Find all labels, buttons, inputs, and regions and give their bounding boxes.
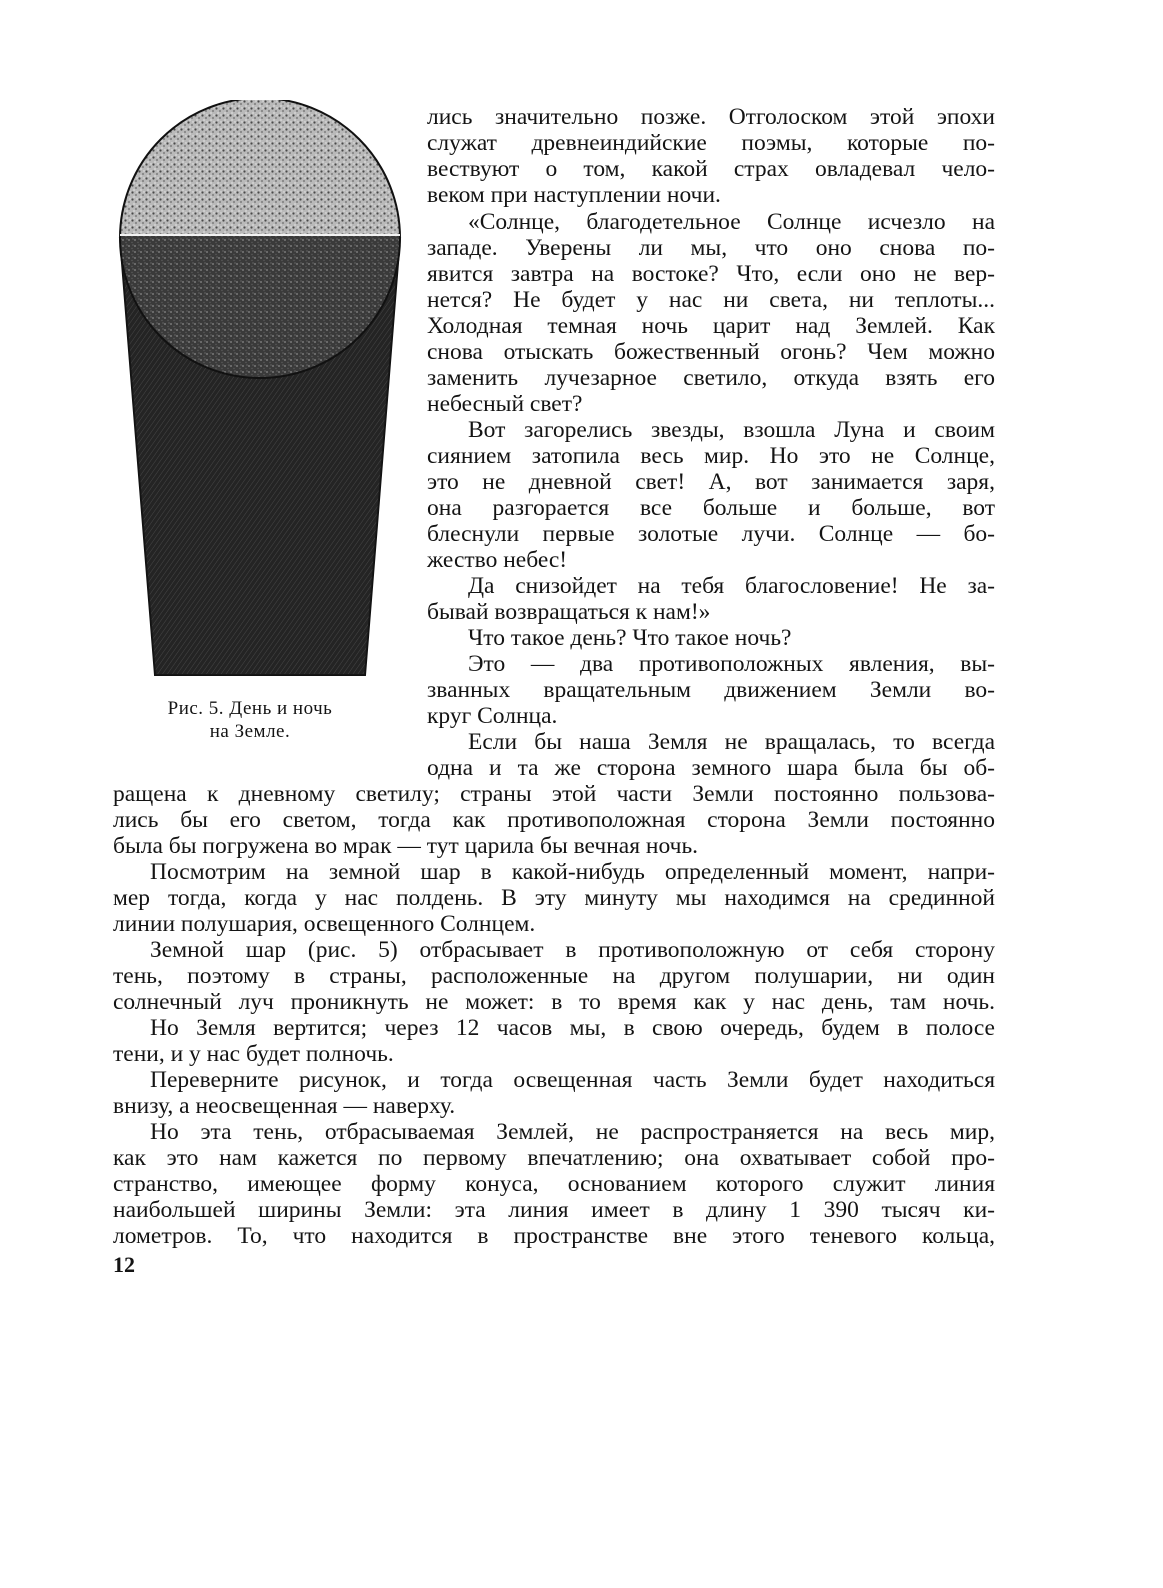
page-number: 12 <box>113 1252 135 1277</box>
text-line: круг Солнца. <box>427 703 558 729</box>
text-line: лись значительно позже. Отголоском этой эпохи <box>427 104 995 130</box>
text-line: лометров. То, что находится в пространстве вне этого теневого кольца, <box>113 1223 995 1249</box>
text-line: странство, имеющее форму конуса, основанием которого служит линия <box>113 1171 995 1197</box>
text-line: как это нам кажется по первому впечатлению; она охватывает собой про- <box>113 1145 995 1171</box>
text-line: Холодная темная ночь царит над Землей. Как <box>427 313 995 339</box>
text-line: Вот загорелись звезды, взошла Луна и своим <box>468 417 995 443</box>
text-line: Что такое день? Что такое ночь? <box>468 625 792 651</box>
text-line: бывай возвращаться к нам!» <box>427 599 711 625</box>
text-line: наибольшей ширины Земли: эта линия имеет в длину 1 390 тысяч ки- <box>113 1197 995 1223</box>
caption-line-1: Рис. 5. День и ночь <box>167 698 333 719</box>
text-line: Но Земля вертится; через 12 часов мы, в свою очередь, будем в полосе <box>150 1015 995 1041</box>
text-line: это не дневной свет! А, вот занимается заря, <box>427 469 995 495</box>
text-line: она разгорается все больше и больше, вот <box>427 495 995 521</box>
text-line: снова отыскать божественный огонь? Чем можно <box>427 339 995 365</box>
figure-caption <box>100 697 400 743</box>
text-line: лись бы его светом, тогда как противоположная сторона Земли постоянно <box>113 807 995 833</box>
text-line: служат древнеиндийские поэмы, которые по- <box>427 130 995 156</box>
text-line: явится завтра на востоке? Что, если оно не вер- <box>427 261 995 287</box>
text-line: Посмотрим на земной шар в какой-нибудь определенный момент, напри- <box>150 859 995 885</box>
text-line: нется? Не будет у нас ни света, ни теплоты... <box>427 287 995 313</box>
text-line: сиянием затопила весь мир. Но это не Солнце, <box>427 443 995 469</box>
text-line: «Солнце, благодетельное Солнце исчезло на <box>468 209 995 235</box>
text-line: ращена к дневному светилу; страны этой части Земли постоянно пользова- <box>113 781 995 807</box>
text-line: западе. Уверены ли мы, что оно снова по- <box>427 235 995 261</box>
text-line: внизу, а неосвещенная — наверху. <box>113 1093 456 1119</box>
day-night-illustration <box>110 100 402 690</box>
text-line: блеснули первые золотые лучи. Солнце — бо- <box>427 521 995 547</box>
caption-line-2: на Земле. <box>209 721 291 742</box>
text-line: Если бы наша Земля не вращалась, то всегда <box>468 729 995 755</box>
text-line: Да снизойдет на тебя благословение! Не за- <box>468 573 995 599</box>
text-line: Это — два противоположных явления, вы- <box>468 651 995 677</box>
text-line: небесный свет? <box>427 391 583 417</box>
text-line: тени, и у нас будет полночь. <box>113 1041 394 1067</box>
text-line: солнечный луч проникнуть не может: в то время как у нас день, там ночь. <box>113 989 995 1015</box>
earth-shadow-figure <box>110 100 402 690</box>
text-line: мер тогда, когда у нас полдень. В эту минуту мы находимся на срединной <box>113 885 995 911</box>
text-line: одна и та же сторона земного шара была бы об- <box>427 755 995 781</box>
text-line: веком при наступлении ночи. <box>427 182 721 208</box>
text-line: линии полушария, освещенного Солнцем. <box>113 911 536 937</box>
text-line: званных вращательным движением Земли во- <box>427 677 995 703</box>
text-line: Но эта тень, отбрасываемая Землей, не распространяется на весь мир, <box>150 1119 995 1145</box>
text-line: тень, поэтому в страны, расположенные на другом полушарии, ни один <box>113 963 995 989</box>
text-line: жество небес! <box>427 547 568 573</box>
text-line: заменить лучезарное светило, откуда взять его <box>427 365 995 391</box>
text-line: вествуют о том, какой страх овладевал чело- <box>427 156 995 182</box>
text-line: Переверните рисунок, и тогда освещенная часть Земли будет находиться <box>150 1067 995 1093</box>
text-line: Земной шар (рис. 5) отбрасывает в противоположную от себя сторону <box>150 937 995 963</box>
text-line: была бы погружена во мрак — тут царила бы вечная ночь. <box>113 833 699 859</box>
